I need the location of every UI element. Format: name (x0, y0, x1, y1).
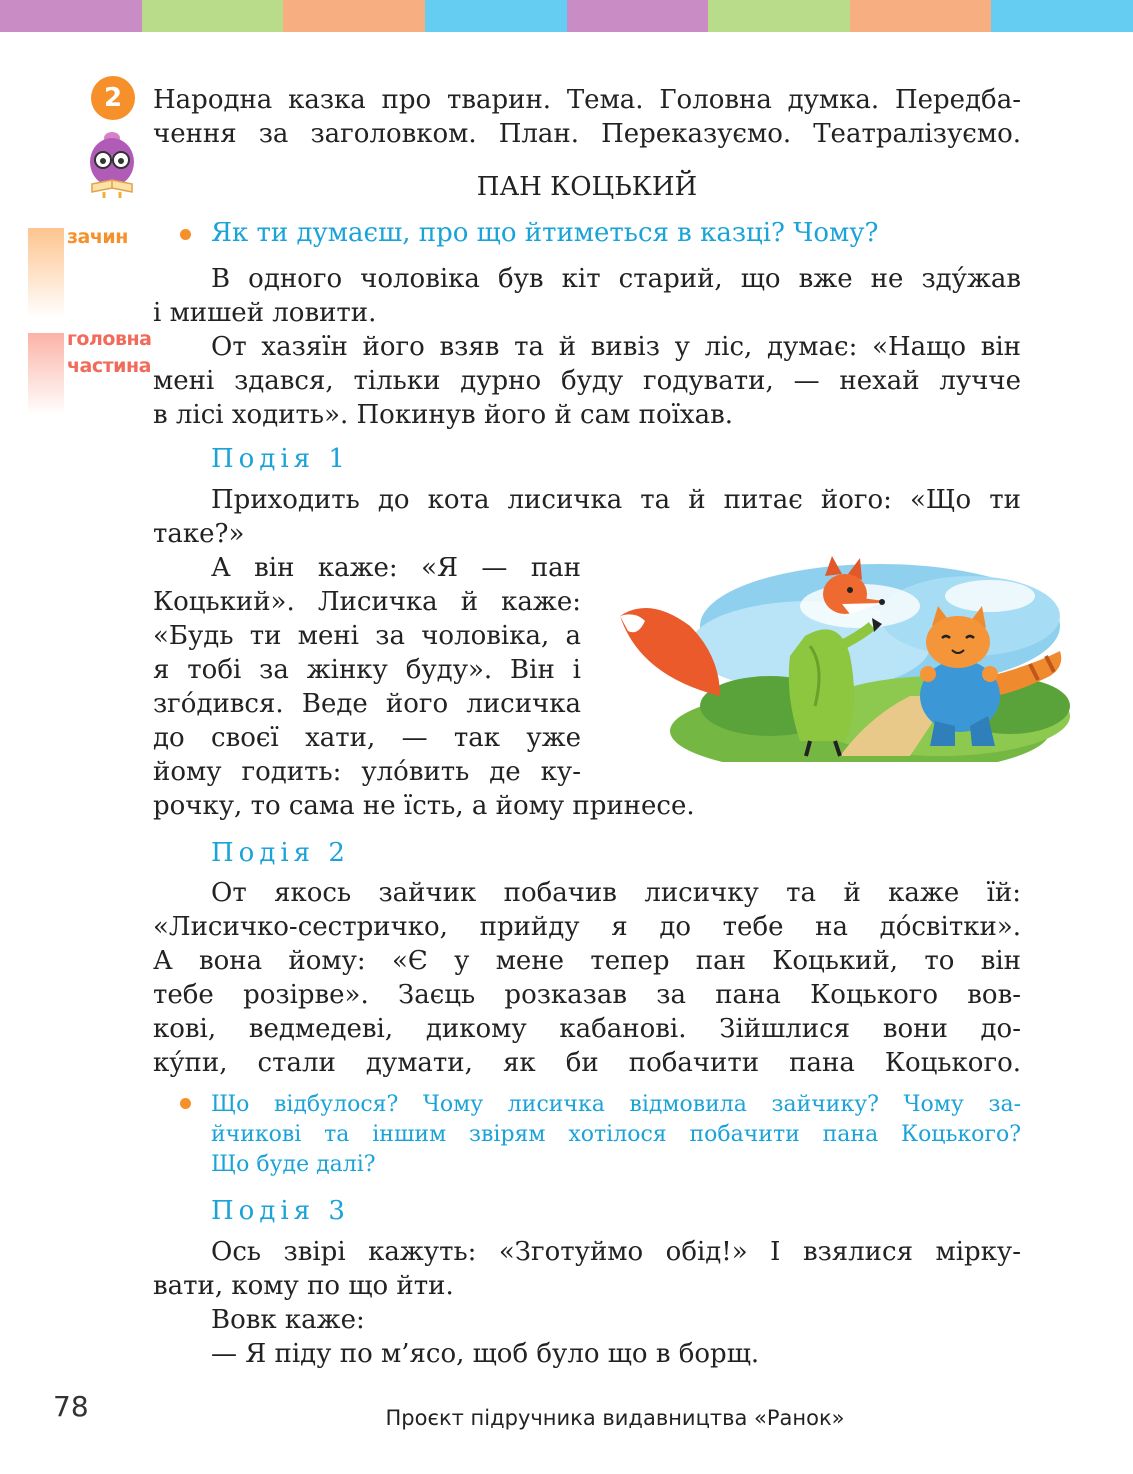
paragraph-4-line-1: А він каже: «Я — пан (211, 553, 581, 583)
page-number: 78 (53, 1390, 89, 1423)
paragraph-7: Вовк каже: (211, 1305, 365, 1335)
story-title: ПАН КОЦЬКИЙ (476, 172, 698, 202)
start-section-marker (28, 228, 64, 318)
strip-segment (850, 0, 992, 32)
paragraph-5-line-4: тебе розірве». Заєць розказав за пана Коцького вов- (153, 980, 1021, 1010)
paragraph-6-line-2: вати, кому по що йти. (153, 1271, 454, 1301)
paragraph-5-line-5: кові, ведмедеві, дикому кабанові. Зійшлися вони до- (153, 1014, 1021, 1044)
paragraph-4-line-4: я тобі за жінку буду». Він і (153, 655, 581, 685)
paragraph-4-line-8: рочку, то сама не їсть, а йому принесе. (153, 791, 695, 821)
start-section-label: зачин (67, 226, 128, 248)
paragraph-2-line-3: в лісі ходить». Покинув його й сам поїхав. (153, 400, 733, 430)
event-1-heading: Подія 1 (211, 444, 350, 474)
publisher-note: Проєкт підручника видавництва «Ранок» (385, 1406, 845, 1430)
paragraph-6-line-1: Ось звірі кажуть: «Зготуймо обід!» І взялися мірку- (211, 1237, 1021, 1267)
strip-segment (142, 0, 284, 32)
paragraph-5-line-2: «Лисичко-сестричко, прийду я до тебе на до́світки». (153, 912, 1021, 942)
fox-and-cat-illustration (610, 556, 1070, 762)
main-section-marker (28, 333, 64, 415)
event-2-heading: Подія 2 (211, 838, 350, 868)
owl-mascot-icon (82, 126, 142, 200)
strip-segment (0, 0, 142, 32)
question-2-line-3: Що буде далі? (211, 1152, 376, 1177)
paragraph-2-line-1: От хазяїн його взяв та й вивіз у ліс, думає: «Нащо він (211, 332, 1021, 362)
paragraph-4-line-7: йому годить: уло́вить де ку- (153, 757, 581, 787)
main-section-label-2: частина (67, 355, 151, 377)
paragraph-8: — Я піду по м’ясо, щоб було що в борщ. (211, 1339, 760, 1369)
paragraph-3-line-2: таке?» (153, 519, 245, 549)
question-2-line-1: Що відбулося? Чому лисичка відмовила зайчику? Чому за- (211, 1092, 1021, 1117)
paragraph-4-line-6: до своєї хати, — так уже (153, 723, 581, 753)
question-1: Як ти думаєш, про що йтиметься в казці? Чому? (211, 218, 879, 248)
lesson-topic-line-2: чення за заголовком. План. Переказуємо. Театралізуємо. (153, 119, 1021, 149)
strip-segment (708, 0, 850, 32)
paragraph-5-line-1: От якось зайчик побачив лисичку та й каже їй: (211, 878, 1021, 908)
strip-segment (991, 0, 1133, 32)
bullet-icon (180, 1098, 191, 1109)
event-3-heading: Подія 3 (211, 1196, 350, 1226)
paragraph-2-line-2: мені здався, тільки дурно буду годувати, — нехай лучче (153, 366, 1021, 396)
top-color-strip (0, 0, 1133, 32)
strip-segment (567, 0, 709, 32)
lesson-topic-line-1: Народна казка про тварин. Тема. Головна думка. Передба- (153, 85, 1021, 115)
paragraph-5-line-3: А вона йому: «Є у мене тепер пан Коцький, то він (153, 946, 1021, 976)
paragraph-4-line-5: зго́дився. Веде його лисичка (153, 689, 581, 719)
question-2-line-2: йчикові та іншим звірям хотілося побачити пана Коцького? (211, 1122, 1021, 1147)
strip-segment (283, 0, 425, 32)
lesson-number-badge: 2 (91, 76, 135, 120)
paragraph-4-line-2: Коцький». Лисичка й каже: (153, 587, 581, 617)
paragraph-1-line-1: В одного чоловіка був кіт старий, що вже не зду́жав (211, 264, 1021, 294)
main-section-label-1: головна (67, 328, 152, 350)
paragraph-4-line-3: «Будь ти мені за чоловіка, а (153, 621, 581, 651)
paragraph-3-line-1: Приходить до кота лисичка та й питає його: «Що ти (211, 485, 1021, 515)
bullet-icon (180, 229, 191, 240)
paragraph-5-line-6: ку́пи, стали думати, як би побачити пана Коцького. (153, 1048, 1021, 1078)
paragraph-1-line-2: і мишей ловити. (153, 298, 377, 328)
strip-segment (425, 0, 567, 32)
